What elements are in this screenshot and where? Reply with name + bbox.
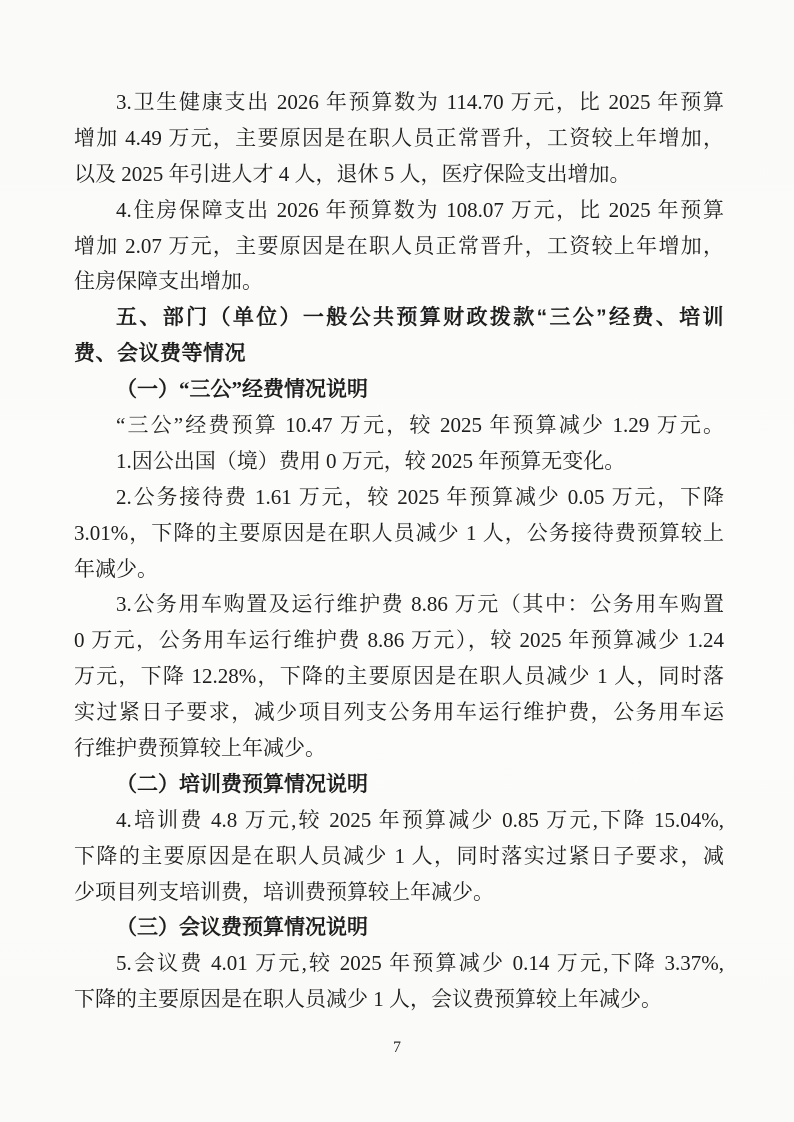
text-line: 年减少。 bbox=[74, 556, 158, 581]
text-line: 少项目列支培训费，培训费预算较上年减少。 bbox=[74, 879, 494, 904]
paragraph-official-vehicle bbox=[74, 587, 724, 766]
text-line: 住房保障支出增加。 bbox=[74, 269, 263, 294]
subheading-line: （一）“三公”经费情况说明 bbox=[116, 377, 368, 402]
paragraph-official-reception bbox=[74, 480, 724, 588]
text-line: 1.因公出国（境）费用 0 万元，较 2025 年预算无变化。 bbox=[116, 448, 626, 473]
text-line: 0 万元，公务用车运行维护费 8.86 万元），较 2025 年预算减少 1.24 bbox=[74, 628, 724, 653]
paragraph-training-expense bbox=[74, 803, 724, 911]
heading-line: 费、会议费等情况 bbox=[74, 342, 246, 366]
text-line: 下降的主要原因是在职人员减少 1 人，同时落实过紧日子要求，减 bbox=[74, 843, 724, 868]
section-heading-five bbox=[74, 300, 724, 372]
paragraph-overseas-travel bbox=[74, 444, 724, 480]
text-line: 3.01%，下降的主要原因是在职人员减少 1 人，公务接待费预算较上 bbox=[74, 520, 724, 545]
paragraph-three-public-total bbox=[74, 408, 724, 444]
text-line: 以及 2025 年引进人才 4 人，退休 5 人，医疗保险支出增加。 bbox=[74, 161, 631, 186]
subheading-training-expense bbox=[74, 767, 724, 803]
text-line: 增加 2.07 万元，主要原因是在职人员正常晋升，工资较上年增加， bbox=[74, 233, 724, 258]
text-line: 实过紧日子要求，减少项目列支公务用车运行维护费，公务用车运 bbox=[74, 700, 724, 725]
subheading-three-public bbox=[74, 372, 724, 408]
text-line: 2.公务接待费 1.61 万元，较 2025 年预算减少 0.05 万元，下降 bbox=[116, 484, 724, 509]
heading-line: 五、部门（单位）一般公共预算财政拨款“三公”经费、培训 bbox=[116, 306, 724, 330]
subheading-line: （二）培训费预算情况说明 bbox=[116, 771, 368, 796]
text-line: 万元，下降 12.28%，下降的主要原因是在职人员减少 1 人，同时落 bbox=[74, 664, 724, 689]
paragraph-housing-security bbox=[74, 193, 724, 301]
subheading-meeting-expense bbox=[74, 910, 724, 946]
text-line: 下降的主要原因是在职人员减少 1 人，会议费预算较上年减少。 bbox=[74, 987, 662, 1012]
document-body bbox=[74, 85, 724, 1018]
paragraph-meeting-expense bbox=[74, 946, 724, 1018]
text-line: 3.卫生健康支出 2026 年预算数为 114.70 万元，比 2025 年预算 bbox=[116, 90, 724, 114]
text-line: 3.公务用车购置及运行维护费 8.86 万元（其中：公务用车购置 bbox=[116, 592, 724, 617]
text-line: 4.住房保障支出 2026 年预算数为 108.07 万元，比 2025 年预算 bbox=[116, 197, 724, 222]
subheading-line: （三）会议费预算情况说明 bbox=[116, 915, 368, 940]
text-line: 行维护费预算较上年减少。 bbox=[74, 736, 326, 761]
page-number: 7 bbox=[393, 1039, 401, 1056]
paragraph-health-expenditure bbox=[74, 85, 724, 193]
text-line: 5.会议费 4.01 万元,较 2025 年预算减少 0.14 万元,下降 3.37%, bbox=[116, 951, 724, 976]
text-line: “三公”经费预算 10.47 万元，较 2025 年预算减少 1.29 万元。 bbox=[116, 413, 724, 438]
text-line: 4.培训费 4.8 万元,较 2025 年预算减少 0.85 万元,下降 15.04%, bbox=[116, 807, 724, 832]
text-line: 增加 4.49 万元，主要原因是在职人员正常晋升，工资较上年增加， bbox=[74, 125, 724, 150]
